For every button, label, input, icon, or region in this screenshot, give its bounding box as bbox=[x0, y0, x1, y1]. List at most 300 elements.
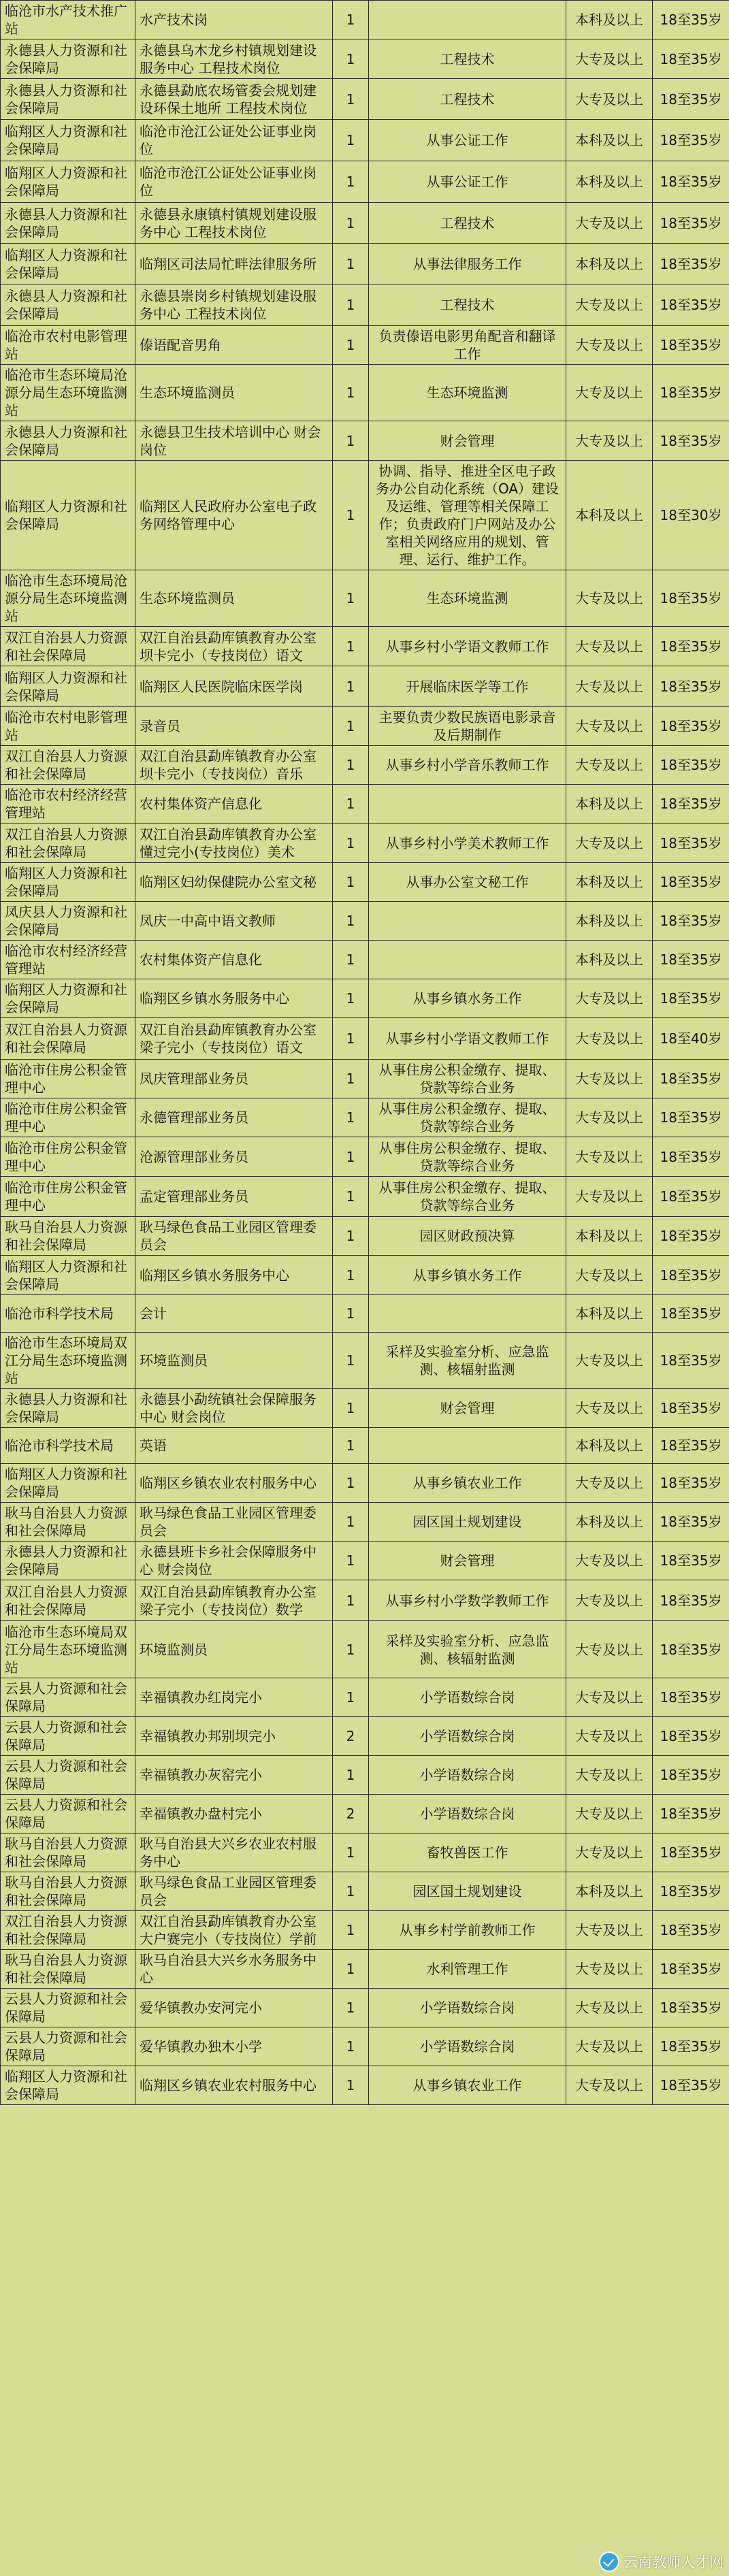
cell-count: 1 bbox=[333, 666, 369, 707]
cell-unit: 爱华镇教办独木小学 bbox=[135, 2027, 333, 2066]
cell-count: 1 bbox=[333, 2066, 369, 2105]
cell-duty: 工程技术 bbox=[369, 39, 566, 79]
cell-edu: 本科及以上 bbox=[566, 1295, 653, 1333]
table-row bbox=[1, 2027, 729, 2066]
cell-unit: 耿马绿色食品工业园区管理委员会 bbox=[135, 1503, 333, 1542]
cell-unit: 幸福镇教办灰窑完小 bbox=[135, 1756, 333, 1795]
cell-dept: 永德县人力资源和社会保障局 bbox=[1, 79, 135, 120]
cell-unit: 永德管理部业务员 bbox=[135, 1098, 333, 1137]
cell-age: 18至35岁 bbox=[653, 902, 729, 941]
cell-duty: 小学语数综合岗 bbox=[369, 1678, 566, 1717]
table-row bbox=[1, 1950, 729, 1989]
cell-unit: 临翔区人民医院临床医学岗 bbox=[135, 666, 333, 707]
cell-dept: 临翔区人力资源和社会保障局 bbox=[1, 1256, 135, 1295]
cell-duty: 负责傣语电影男角配音和翻译工作 bbox=[369, 326, 566, 365]
cell-edu: 本科及以上 bbox=[566, 1503, 653, 1542]
cell-edu: 大专及以上 bbox=[566, 707, 653, 746]
cell-age: 18至35岁 bbox=[653, 824, 729, 863]
cell-edu: 大专及以上 bbox=[566, 1717, 653, 1756]
cell-edu: 大专及以上 bbox=[566, 627, 653, 666]
cell-dept: 临沧市住房公积金管理中心 bbox=[1, 1177, 135, 1217]
cell-dept: 凤庆县人力资源和社会保障局 bbox=[1, 902, 135, 941]
cell-count: 1 bbox=[333, 1177, 369, 1217]
cell-unit: 耿马绿色食品工业园区管理委员会 bbox=[135, 1217, 333, 1256]
cell-duty bbox=[369, 785, 566, 824]
cell-duty: 主要负责少数民族语电影录音及后期制作 bbox=[369, 707, 566, 746]
cell-edu: 大专及以上 bbox=[566, 824, 653, 863]
cell-dept: 耿马自治县人力资源和社会保障局 bbox=[1, 1833, 135, 1872]
table-row bbox=[1, 707, 729, 746]
cell-duty: 从事公证工作 bbox=[369, 161, 566, 203]
cell-dept: 云县人力资源和社会保障局 bbox=[1, 1989, 135, 2027]
cell-count: 1 bbox=[333, 1295, 369, 1333]
cell-edu: 大专及以上 bbox=[566, 1621, 653, 1678]
cell-count: 1 bbox=[333, 941, 369, 979]
cell-age: 18至35岁 bbox=[653, 1911, 729, 1950]
table-row bbox=[1, 1621, 729, 1678]
cell-age: 18至35岁 bbox=[653, 1389, 729, 1428]
cell-duty bbox=[369, 941, 566, 979]
cell-count: 1 bbox=[333, 902, 369, 941]
cell-unit: 爱华镇教办安河完小 bbox=[135, 1989, 333, 2027]
cell-count: 1 bbox=[333, 824, 369, 863]
table-row bbox=[1, 824, 729, 863]
cell-count: 1 bbox=[333, 1333, 369, 1389]
table-row bbox=[1, 284, 729, 326]
cell-unit: 永德县小勐统镇社会保障服务中心 财会岗位 bbox=[135, 1389, 333, 1428]
cell-age: 18至35岁 bbox=[653, 39, 729, 79]
cell-age: 18至35岁 bbox=[653, 1795, 729, 1833]
cell-dept: 永德县人力资源和社会保障局 bbox=[1, 421, 135, 461]
table-row bbox=[1, 1, 729, 39]
cell-age: 18至35岁 bbox=[653, 863, 729, 902]
cell-count: 1 bbox=[333, 1217, 369, 1256]
cell-unit: 沧源管理部业务员 bbox=[135, 1137, 333, 1177]
cell-duty: 从事乡镇农业工作 bbox=[369, 2066, 566, 2105]
cell-edu: 大专及以上 bbox=[566, 1333, 653, 1389]
cell-unit: 临沧市沧江公证处公证事业岗位 bbox=[135, 161, 333, 203]
cell-count: 1 bbox=[333, 284, 369, 326]
cell-duty: 畜牧兽医工作 bbox=[369, 1833, 566, 1872]
cell-dept: 双江自治县人力资源和社会保障局 bbox=[1, 627, 135, 666]
table-row bbox=[1, 941, 729, 979]
cell-age: 18至35岁 bbox=[653, 1833, 729, 1872]
cell-unit: 凤庆管理部业务员 bbox=[135, 1060, 333, 1098]
cell-edu: 大专及以上 bbox=[566, 570, 653, 627]
cell-unit: 幸福镇教办邦别坝完小 bbox=[135, 1717, 333, 1756]
cell-edu: 本科及以上 bbox=[566, 1217, 653, 1256]
cell-unit: 临翔区妇幼保健院办公室文秘 bbox=[135, 863, 333, 902]
cell-edu: 大专及以上 bbox=[566, 1542, 653, 1580]
cell-unit: 双江自治县勐库镇教育办公室梁子完小（专技岗位）语文 bbox=[135, 1018, 333, 1060]
cell-count: 1 bbox=[333, 707, 369, 746]
cell-count: 1 bbox=[333, 1503, 369, 1542]
cell-age: 18至35岁 bbox=[653, 1621, 729, 1678]
cell-age: 18至35岁 bbox=[653, 1060, 729, 1098]
cell-dept: 永德县人力资源和社会保障局 bbox=[1, 1389, 135, 1428]
cell-age: 18至35岁 bbox=[653, 161, 729, 203]
table-row bbox=[1, 1756, 729, 1795]
cell-dept: 云县人力资源和社会保障局 bbox=[1, 1678, 135, 1717]
cell-unit: 双江自治县勐库镇教育办公室大户赛完小（专技岗位）学前 bbox=[135, 1911, 333, 1950]
cell-duty: 园区国土规划建设 bbox=[369, 1503, 566, 1542]
table-row bbox=[1, 79, 729, 120]
cell-unit: 水产技术岗 bbox=[135, 1, 333, 39]
table-row bbox=[1, 120, 729, 161]
cell-dept: 耿马自治县人力资源和社会保障局 bbox=[1, 1950, 135, 1989]
cell-age: 18至35岁 bbox=[653, 244, 729, 284]
cell-age: 18至35岁 bbox=[653, 1428, 729, 1464]
cell-duty: 小学语数综合岗 bbox=[369, 1989, 566, 2027]
cell-unit: 孟定管理部业务员 bbox=[135, 1177, 333, 1217]
cell-duty: 工程技术 bbox=[369, 79, 566, 120]
cell-age: 18至35岁 bbox=[653, 284, 729, 326]
cell-dept: 永德县人力资源和社会保障局 bbox=[1, 203, 135, 244]
cell-dept: 临沧市生态环境局双江分局生态环境监测站 bbox=[1, 1333, 135, 1389]
cell-count: 1 bbox=[333, 1989, 369, 2027]
cell-dept: 双江自治县人力资源和社会保障局 bbox=[1, 1018, 135, 1060]
cell-dept: 云县人力资源和社会保障局 bbox=[1, 1717, 135, 1756]
cell-dept: 临翔区人力资源和社会保障局 bbox=[1, 979, 135, 1018]
cell-count: 1 bbox=[333, 421, 369, 461]
table-row bbox=[1, 1580, 729, 1621]
cell-age: 18至35岁 bbox=[653, 1098, 729, 1137]
cell-duty: 生态环境监测 bbox=[369, 570, 566, 627]
table-row bbox=[1, 161, 729, 203]
cell-unit: 永德县班卡乡社会保障服务中心 财会岗位 bbox=[135, 1542, 333, 1580]
cell-dept: 云县人力资源和社会保障局 bbox=[1, 2027, 135, 2066]
table-row bbox=[1, 785, 729, 824]
cell-unit: 耿马自治县大兴乡水务服务中心 bbox=[135, 1950, 333, 1989]
table-body bbox=[1, 1, 729, 2105]
table-row bbox=[1, 570, 729, 627]
cell-unit: 永德县卫生技术培训中心 财会岗位 bbox=[135, 421, 333, 461]
cell-age: 18至35岁 bbox=[653, 666, 729, 707]
table-row bbox=[1, 1872, 729, 1911]
cell-edu: 本科及以上 bbox=[566, 941, 653, 979]
cell-edu: 大专及以上 bbox=[566, 1580, 653, 1621]
cell-count: 1 bbox=[333, 365, 369, 421]
cell-dept: 临翔区人力资源和社会保障局 bbox=[1, 1464, 135, 1503]
table-row bbox=[1, 1464, 729, 1503]
cell-duty: 从事乡村小学语文教师工作 bbox=[369, 627, 566, 666]
cell-count: 1 bbox=[333, 1911, 369, 1950]
cell-dept: 双江自治县人力资源和社会保障局 bbox=[1, 1911, 135, 1950]
cell-dept: 云县人力资源和社会保障局 bbox=[1, 1795, 135, 1833]
cell-edu: 大专及以上 bbox=[566, 284, 653, 326]
cell-count: 1 bbox=[333, 785, 369, 824]
cell-duty: 工程技术 bbox=[369, 203, 566, 244]
cell-count: 1 bbox=[333, 39, 369, 79]
cell-count: 1 bbox=[333, 461, 369, 570]
cell-count: 1 bbox=[333, 570, 369, 627]
cell-unit: 临翔区乡镇农业农村服务中心 bbox=[135, 1464, 333, 1503]
table-row bbox=[1, 1389, 729, 1428]
cell-dept: 云县人力资源和社会保障局 bbox=[1, 1756, 135, 1795]
table-row bbox=[1, 461, 729, 570]
cell-age: 18至35岁 bbox=[653, 2066, 729, 2105]
cell-unit: 临翔区乡镇农业农村服务中心 bbox=[135, 2066, 333, 2105]
cell-duty: 从事乡镇农业工作 bbox=[369, 1464, 566, 1503]
cell-dept: 临沧市生态环境局沧源分局生态环境监测站 bbox=[1, 365, 135, 421]
cell-duty: 从事乡村小学语文教师工作 bbox=[369, 1018, 566, 1060]
table-row bbox=[1, 1503, 729, 1542]
cell-count: 1 bbox=[333, 161, 369, 203]
cell-duty bbox=[369, 1, 566, 39]
cell-dept: 临沧市农村电影管理站 bbox=[1, 707, 135, 746]
cell-dept: 临沧市农村电影管理站 bbox=[1, 326, 135, 365]
cell-dept: 临沧市生态环境局双江分局生态环境监测站 bbox=[1, 1621, 135, 1678]
cell-duty: 采样及实验室分析、应急监测、核辐射监测 bbox=[369, 1333, 566, 1389]
table-row bbox=[1, 39, 729, 79]
cell-edu: 大专及以上 bbox=[566, 1177, 653, 1217]
cell-unit: 双江自治县勐库镇教育办公室梁子完小（专技岗位）数学 bbox=[135, 1580, 333, 1621]
cell-edu: 本科及以上 bbox=[566, 244, 653, 284]
cell-duty: 水利管理工作 bbox=[369, 1950, 566, 1989]
table-row bbox=[1, 326, 729, 365]
cell-unit: 双江自治县勐库镇教育办公室坝卡完小（专技岗位）语文 bbox=[135, 627, 333, 666]
table-row bbox=[1, 365, 729, 421]
cell-edu: 大专及以上 bbox=[566, 1060, 653, 1098]
cell-duty: 从事住房公积金缴存、提取、贷款等综合业务 bbox=[369, 1060, 566, 1098]
table-row bbox=[1, 1542, 729, 1580]
cell-edu: 本科及以上 bbox=[566, 785, 653, 824]
cell-dept: 临翔区人力资源和社会保障局 bbox=[1, 666, 135, 707]
table-row bbox=[1, 1333, 729, 1389]
cell-unit: 永德县乌木龙乡村镇规划建设服务中心 工程技术岗位 bbox=[135, 39, 333, 79]
cell-edu: 大专及以上 bbox=[566, 39, 653, 79]
cell-unit: 永德县永康镇村镇规划建设服务中心 工程技术岗位 bbox=[135, 203, 333, 244]
cell-unit: 双江自治县勐库镇教育办公室懂过完小(专技岗位）美术 bbox=[135, 824, 333, 863]
cell-count: 1 bbox=[333, 627, 369, 666]
cell-count: 1 bbox=[333, 1542, 369, 1580]
table-row bbox=[1, 1911, 729, 1950]
cell-edu: 大专及以上 bbox=[566, 2027, 653, 2066]
table-row bbox=[1, 421, 729, 461]
cell-duty: 小学语数综合岗 bbox=[369, 1756, 566, 1795]
cell-dept: 临沧市住房公积金管理中心 bbox=[1, 1137, 135, 1177]
cell-dept: 临沧市水产技术推广站 bbox=[1, 1, 135, 39]
cell-dept: 双江自治县人力资源和社会保障局 bbox=[1, 824, 135, 863]
cell-age: 18至35岁 bbox=[653, 707, 729, 746]
table-row bbox=[1, 203, 729, 244]
cell-count: 1 bbox=[333, 1, 369, 39]
cell-count: 1 bbox=[333, 979, 369, 1018]
cell-duty: 工程技术 bbox=[369, 284, 566, 326]
cell-age: 18至35岁 bbox=[653, 1678, 729, 1717]
cell-edu: 大专及以上 bbox=[566, 1678, 653, 1717]
table-row bbox=[1, 1678, 729, 1717]
cell-count: 1 bbox=[333, 863, 369, 902]
cell-dept: 临沧市住房公积金管理中心 bbox=[1, 1060, 135, 1098]
cell-age: 18至35岁 bbox=[653, 1333, 729, 1389]
table-row bbox=[1, 863, 729, 902]
cell-age: 18至35岁 bbox=[653, 1503, 729, 1542]
table-row bbox=[1, 1717, 729, 1756]
cell-unit: 生态环境监测员 bbox=[135, 570, 333, 627]
table-row bbox=[1, 666, 729, 707]
cell-edu: 大专及以上 bbox=[566, 1911, 653, 1950]
cell-count: 1 bbox=[333, 1621, 369, 1678]
cell-edu: 本科及以上 bbox=[566, 161, 653, 203]
table-row bbox=[1, 1137, 729, 1177]
cell-dept: 临翔区人力资源和社会保障局 bbox=[1, 244, 135, 284]
cell-edu: 大专及以上 bbox=[566, 979, 653, 1018]
cell-unit: 临翔区乡镇水务服务中心 bbox=[135, 979, 333, 1018]
cell-unit: 凤庆一中高中语文教师 bbox=[135, 902, 333, 941]
cell-duty: 财会管理 bbox=[369, 1542, 566, 1580]
table-row bbox=[1, 979, 729, 1018]
cell-edu: 大专及以上 bbox=[566, 1795, 653, 1833]
cell-edu: 大专及以上 bbox=[566, 1756, 653, 1795]
cell-age: 18至35岁 bbox=[653, 627, 729, 666]
cell-count: 1 bbox=[333, 120, 369, 161]
cell-duty: 园区财政预决算 bbox=[369, 1217, 566, 1256]
cell-count: 1 bbox=[333, 1678, 369, 1717]
cell-duty: 财会管理 bbox=[369, 1389, 566, 1428]
cell-age: 18至35岁 bbox=[653, 421, 729, 461]
cell-dept: 耿马自治县人力资源和社会保障局 bbox=[1, 1503, 135, 1542]
cell-dept: 临翔区人力资源和社会保障局 bbox=[1, 2066, 135, 2105]
table-row bbox=[1, 1795, 729, 1833]
cell-count: 2 bbox=[333, 1795, 369, 1833]
table-row bbox=[1, 1018, 729, 1060]
cell-count: 1 bbox=[333, 2027, 369, 2066]
cell-unit: 永德县崇岗乡村镇规划建设服务中心 工程技术岗位 bbox=[135, 284, 333, 326]
cell-age: 18至35岁 bbox=[653, 1217, 729, 1256]
cell-count: 1 bbox=[333, 1428, 369, 1464]
table-row bbox=[1, 627, 729, 666]
cell-count: 1 bbox=[333, 1950, 369, 1989]
cell-age: 18至40岁 bbox=[653, 1018, 729, 1060]
cell-edu: 大专及以上 bbox=[566, 1098, 653, 1137]
cell-edu: 大专及以上 bbox=[566, 421, 653, 461]
cell-edu: 大专及以上 bbox=[566, 365, 653, 421]
watermark-text: 云南教师人才网 bbox=[623, 2554, 724, 2571]
logo-icon bbox=[599, 2551, 619, 2572]
cell-count: 1 bbox=[333, 1580, 369, 1621]
cell-edu: 大专及以上 bbox=[566, 203, 653, 244]
table-row bbox=[1, 902, 729, 941]
table-row bbox=[1, 2066, 729, 2105]
table-row bbox=[1, 1217, 729, 1256]
cell-count: 1 bbox=[333, 1060, 369, 1098]
cell-count: 2 bbox=[333, 1717, 369, 1756]
cell-edu: 本科及以上 bbox=[566, 863, 653, 902]
cell-age: 18至35岁 bbox=[653, 1, 729, 39]
cell-age: 18至35岁 bbox=[653, 79, 729, 120]
cell-unit: 耿马绿色食品工业园区管理委员会 bbox=[135, 1872, 333, 1911]
cell-age: 18至35岁 bbox=[653, 2027, 729, 2066]
cell-edu: 大专及以上 bbox=[566, 1389, 653, 1428]
watermark bbox=[599, 2551, 724, 2572]
cell-edu: 大专及以上 bbox=[566, 1256, 653, 1295]
cell-dept: 永德县人力资源和社会保障局 bbox=[1, 1542, 135, 1580]
cell-unit: 录音员 bbox=[135, 707, 333, 746]
cell-age: 18至35岁 bbox=[653, 1177, 729, 1217]
cell-age: 18至35岁 bbox=[653, 365, 729, 421]
cell-duty: 园区国土规划建设 bbox=[369, 1872, 566, 1911]
cell-unit: 幸福镇教办红岗完小 bbox=[135, 1678, 333, 1717]
cell-duty: 小学语数综合岗 bbox=[369, 1717, 566, 1756]
table-row bbox=[1, 1295, 729, 1333]
cell-edu: 大专及以上 bbox=[566, 666, 653, 707]
cell-duty: 采样及实验室分析、应急监测、核辐射监测 bbox=[369, 1621, 566, 1678]
cell-duty bbox=[369, 1428, 566, 1464]
cell-duty: 生态环境监测 bbox=[369, 365, 566, 421]
cell-dept: 耿马自治县人力资源和社会保障局 bbox=[1, 1872, 135, 1911]
cell-unit: 生态环境监测员 bbox=[135, 365, 333, 421]
cell-count: 1 bbox=[333, 244, 369, 284]
cell-dept: 耿马自治县人力资源和社会保障局 bbox=[1, 1217, 135, 1256]
cell-unit: 幸福镇教办盘村完小 bbox=[135, 1795, 333, 1833]
cell-duty: 从事乡村小学美术教师工作 bbox=[369, 824, 566, 863]
cell-unit: 傣语配音男角 bbox=[135, 326, 333, 365]
cell-unit: 农村集体资产信息化 bbox=[135, 785, 333, 824]
cell-age: 18至35岁 bbox=[653, 1295, 729, 1333]
cell-duty: 从事公证工作 bbox=[369, 120, 566, 161]
cell-dept: 双江自治县人力资源和社会保障局 bbox=[1, 746, 135, 785]
cell-count: 1 bbox=[333, 1833, 369, 1872]
cell-age: 18至35岁 bbox=[653, 1137, 729, 1177]
cell-edu: 大专及以上 bbox=[566, 1018, 653, 1060]
cell-count: 1 bbox=[333, 1756, 369, 1795]
cell-duty: 从事住房公积金缴存、提取、贷款等综合业务 bbox=[369, 1137, 566, 1177]
cell-edu: 本科及以上 bbox=[566, 902, 653, 941]
cell-dept: 临翔区人力资源和社会保障局 bbox=[1, 161, 135, 203]
table-row bbox=[1, 1989, 729, 2027]
cell-age: 18至35岁 bbox=[653, 570, 729, 627]
table-row bbox=[1, 244, 729, 284]
cell-edu: 本科及以上 bbox=[566, 1872, 653, 1911]
cell-duty: 从事乡村小学音乐教师工作 bbox=[369, 746, 566, 785]
cell-dept: 临沧市住房公积金管理中心 bbox=[1, 1098, 135, 1137]
table-row bbox=[1, 1098, 729, 1137]
cell-count: 1 bbox=[333, 1098, 369, 1137]
cell-dept: 永德县人力资源和社会保障局 bbox=[1, 39, 135, 79]
cell-edu: 本科及以上 bbox=[566, 1428, 653, 1464]
cell-count: 1 bbox=[333, 1018, 369, 1060]
cell-unit: 环境监测员 bbox=[135, 1333, 333, 1389]
cell-dept: 双江自治县人力资源和社会保障局 bbox=[1, 1580, 135, 1621]
cell-unit: 临翔区人民政府办公室电子政务网络管理中心 bbox=[135, 461, 333, 570]
cell-duty: 从事住房公积金缴存、提取、贷款等综合业务 bbox=[369, 1177, 566, 1217]
cell-count: 1 bbox=[333, 1872, 369, 1911]
cell-age: 18至30岁 bbox=[653, 461, 729, 570]
cell-count: 1 bbox=[333, 326, 369, 365]
cell-unit: 耿马自治县大兴乡农业农村服务中心 bbox=[135, 1833, 333, 1872]
cell-unit: 临翔区司法局忙畔法律服务所 bbox=[135, 244, 333, 284]
cell-edu: 大专及以上 bbox=[566, 1137, 653, 1177]
cell-count: 1 bbox=[333, 1389, 369, 1428]
cell-count: 1 bbox=[333, 1464, 369, 1503]
cell-age: 18至35岁 bbox=[653, 941, 729, 979]
cell-duty: 小学语数综合岗 bbox=[369, 1795, 566, 1833]
cell-dept: 临沧市科学技术局 bbox=[1, 1295, 135, 1333]
cell-duty: 从事乡镇水务工作 bbox=[369, 979, 566, 1018]
cell-duty: 从事办公室文秘工作 bbox=[369, 863, 566, 902]
cell-duty bbox=[369, 1295, 566, 1333]
cell-age: 18至35岁 bbox=[653, 203, 729, 244]
cell-dept: 临沧市农村经济经营管理站 bbox=[1, 785, 135, 824]
cell-age: 18至35岁 bbox=[653, 1464, 729, 1503]
table-row bbox=[1, 1428, 729, 1464]
cell-dept: 临翔区人力资源和社会保障局 bbox=[1, 120, 135, 161]
cell-unit: 临沧市沧江公证处公证事业岗位 bbox=[135, 120, 333, 161]
cell-dept: 永德县人力资源和社会保障局 bbox=[1, 284, 135, 326]
cell-edu: 大专及以上 bbox=[566, 79, 653, 120]
cell-age: 18至35岁 bbox=[653, 1256, 729, 1295]
